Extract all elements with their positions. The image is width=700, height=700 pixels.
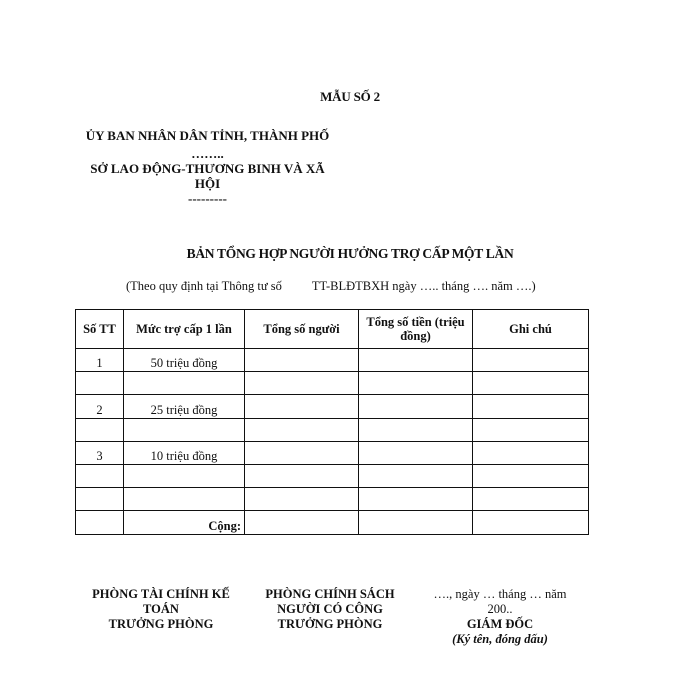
cell-people: [245, 488, 359, 511]
reference-part-1: (Theo quy định tại Thông tư số: [126, 279, 282, 293]
reference-line: [126, 279, 536, 294]
cell-note: [473, 441, 589, 464]
policy-line-3: TRƯỞNG PHÒNG: [277, 617, 383, 631]
cell-stt: [76, 372, 124, 395]
cell-amount: [359, 395, 473, 418]
table-row: [76, 372, 589, 395]
document-title: BẢN TỔNG HỢP NGƯỜI HƯỞNG TRỢ CẤP MỘT LẦN: [186, 246, 514, 261]
org-line-5: ---------: [188, 191, 227, 206]
cell-stt: [76, 488, 124, 511]
header-level: Mức trợ cấp 1 lần: [124, 310, 245, 349]
table-row: [76, 349, 589, 372]
cell-stt: 2: [76, 395, 124, 418]
cell-level: [124, 464, 245, 487]
director-date: …., ngày … tháng … năm: [433, 587, 567, 601]
form-number: MẪU SỐ 2: [320, 89, 380, 104]
table-row: [76, 395, 589, 418]
cell-stt: [76, 418, 124, 441]
table-header-row: [76, 310, 589, 349]
cell-level: 25 triệu đồng: [124, 395, 245, 418]
cell-amount: [359, 349, 473, 372]
cell-level: [124, 372, 245, 395]
total-amount: [359, 511, 473, 534]
table-row: [76, 488, 589, 511]
cell-note: [473, 488, 589, 511]
finance-line-2: TOÁN: [143, 602, 179, 616]
cell-note: [473, 464, 589, 487]
director-year: 200..: [487, 602, 513, 616]
cell-people: [245, 464, 359, 487]
cell-amount: [359, 464, 473, 487]
cell-note: [473, 372, 589, 395]
cell-level: 10 triệu đồng: [124, 441, 245, 464]
table-row: [76, 441, 589, 464]
cell-stt: [76, 464, 124, 487]
signature-policy: [250, 587, 410, 632]
cell-amount: [359, 441, 473, 464]
org-line-1: ỦY BAN NHÂN DÂN TỈNH, THÀNH PHỐ: [85, 128, 330, 143]
finance-line-3: TRƯỞNG PHÒNG: [108, 617, 214, 631]
cell-amount: [359, 418, 473, 441]
total-people: [245, 511, 359, 534]
total-row: [76, 511, 589, 534]
signature-director: [418, 587, 582, 647]
header-amount: Tổng số tiền (triệu đồng): [359, 310, 473, 349]
cell-note: [473, 418, 589, 441]
header-note: Ghi chú: [473, 310, 589, 349]
cell-level: [124, 488, 245, 511]
cell-level: [124, 418, 245, 441]
cell-note: [473, 349, 589, 372]
cell-level: 50 triệu đồng: [124, 349, 245, 372]
cell-people: [245, 441, 359, 464]
cell-stt: 1: [76, 349, 124, 372]
table-row: [76, 418, 589, 441]
signature-finance: [78, 587, 244, 632]
summary-table: [75, 309, 589, 535]
org-line-4: HỘI: [194, 176, 221, 191]
org-line-3: SỞ LAO ĐỘNG-THƯƠNG BINH VÀ XÃ: [90, 161, 325, 176]
table-row: [76, 464, 589, 487]
cell-people: [245, 395, 359, 418]
header-people: Tổng số người: [245, 310, 359, 349]
cell-people: [245, 372, 359, 395]
org-line-2: ……..: [191, 146, 224, 161]
cell-people: [245, 418, 359, 441]
cell-amount: [359, 372, 473, 395]
cell-stt: 3: [76, 441, 124, 464]
director-note: (Ký tên, đóng dấu): [452, 632, 548, 646]
header-stt: Số TT: [76, 310, 124, 349]
total-note: [473, 511, 589, 534]
total-label: Cộng:: [124, 511, 245, 534]
director-title: GIÁM ĐỐC: [466, 617, 534, 631]
finance-line-1: PHÒNG TÀI CHÍNH KẾ: [92, 587, 230, 601]
cell-people: [245, 349, 359, 372]
reference-part-2: TT-BLĐTBXH ngày ….. tháng …. năm ….): [311, 279, 536, 293]
total-spacer: [76, 511, 124, 534]
cell-amount: [359, 488, 473, 511]
cell-note: [473, 395, 589, 418]
policy-line-1: PHÒNG CHÍNH SÁCH: [265, 587, 395, 601]
policy-line-2: NGƯỜI CÓ CÔNG: [277, 602, 383, 616]
